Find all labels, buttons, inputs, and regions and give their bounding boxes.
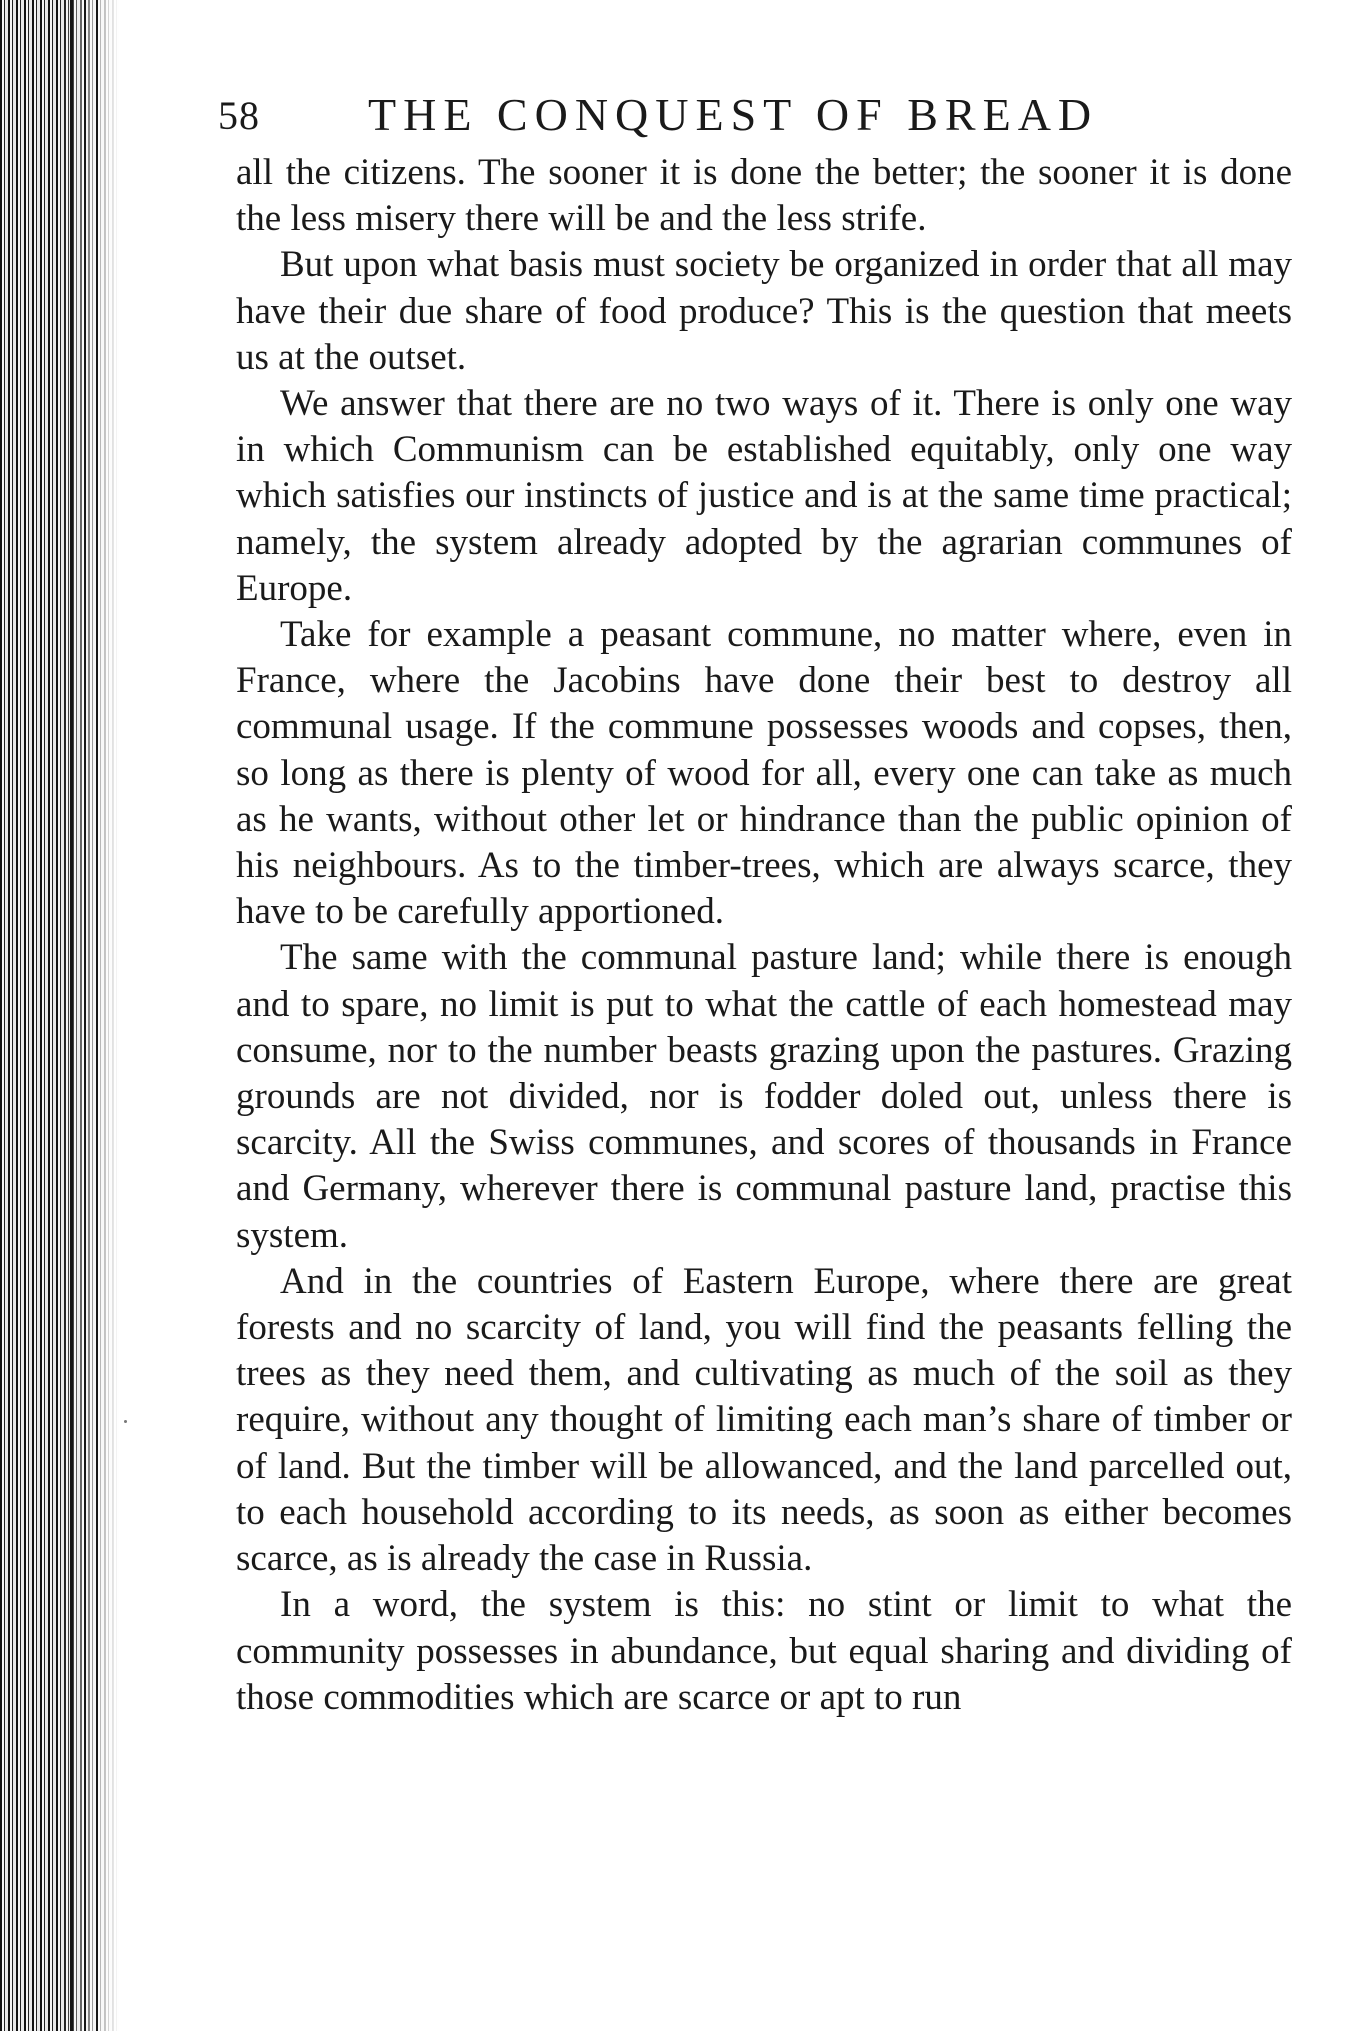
book-title: THE CONQUEST OF BREAD xyxy=(368,89,1099,140)
paragraph: Take for example a peasant commune, no matter where, even in France, where the Jacobins have done their best to destroy all communal usage. If the commune possesses woods and copses, then, so long as there is plenty of wood for all, every one can take as much as he wants, without other let or hindrance than the public opinion of his neighbours. As to the timber-trees, which are always scarce, they have to be carefully apportioned. xyxy=(236,614,1292,933)
body-text xyxy=(236,150,1292,1721)
paragraph: And in the countries of Eastern Europe, where there are great forests and no scarcity of land, you will find the peasants felling the trees as they need them, and cultivating as much of the soil as they require, without any thought of limiting each man’s share of timber or of land. But the timber will be allowanced, and the land parcelled out, to each household according to its needs, as soon as either becomes scarce, as is already the case in Russia. xyxy=(236,1260,1292,1580)
paragraph: We answer that there are no two ways of it. There is only one way in which Communism can be established equitably, only one way which satisfies our instincts of justice and is at the same time practical; namely, the system already adopted by the agrarian communes of Europe. xyxy=(236,383,1292,609)
spine-line xyxy=(96,0,98,2031)
spine-shadow xyxy=(60,0,120,2031)
spine-line xyxy=(84,0,86,2031)
spine-line xyxy=(70,0,73,2031)
page-number: 58 xyxy=(218,93,260,138)
running-head xyxy=(218,88,1298,148)
paragraph: The same with the communal pasture land; while there is enough and to spare, no limit is put to what the cattle of each homestead may consume, nor to the number beasts grazing upon the pastures. Grazing grounds are not divided, nor is fodder doled out, unless there is scarcity. All the Swiss communes, and scores of thousands in France and Germany, wherever there is communal pasture land, practise this system. xyxy=(236,937,1292,1256)
paragraph: In a word, the system is this: no stint or limit to what the community possesses in abundance, but equal sharing and dividing of those commodities which are scarce or apt to run xyxy=(236,1584,1292,1718)
paragraph: all the citizens. The sooner it is done the better; the sooner it is done the less misery there will be and the less strife. xyxy=(236,152,1292,240)
paragraph: But upon what basis must society be organized in order that all may have their due share of food produce? This is the question that meets us at the outset. xyxy=(236,244,1292,378)
scan-speck xyxy=(124,1420,127,1423)
